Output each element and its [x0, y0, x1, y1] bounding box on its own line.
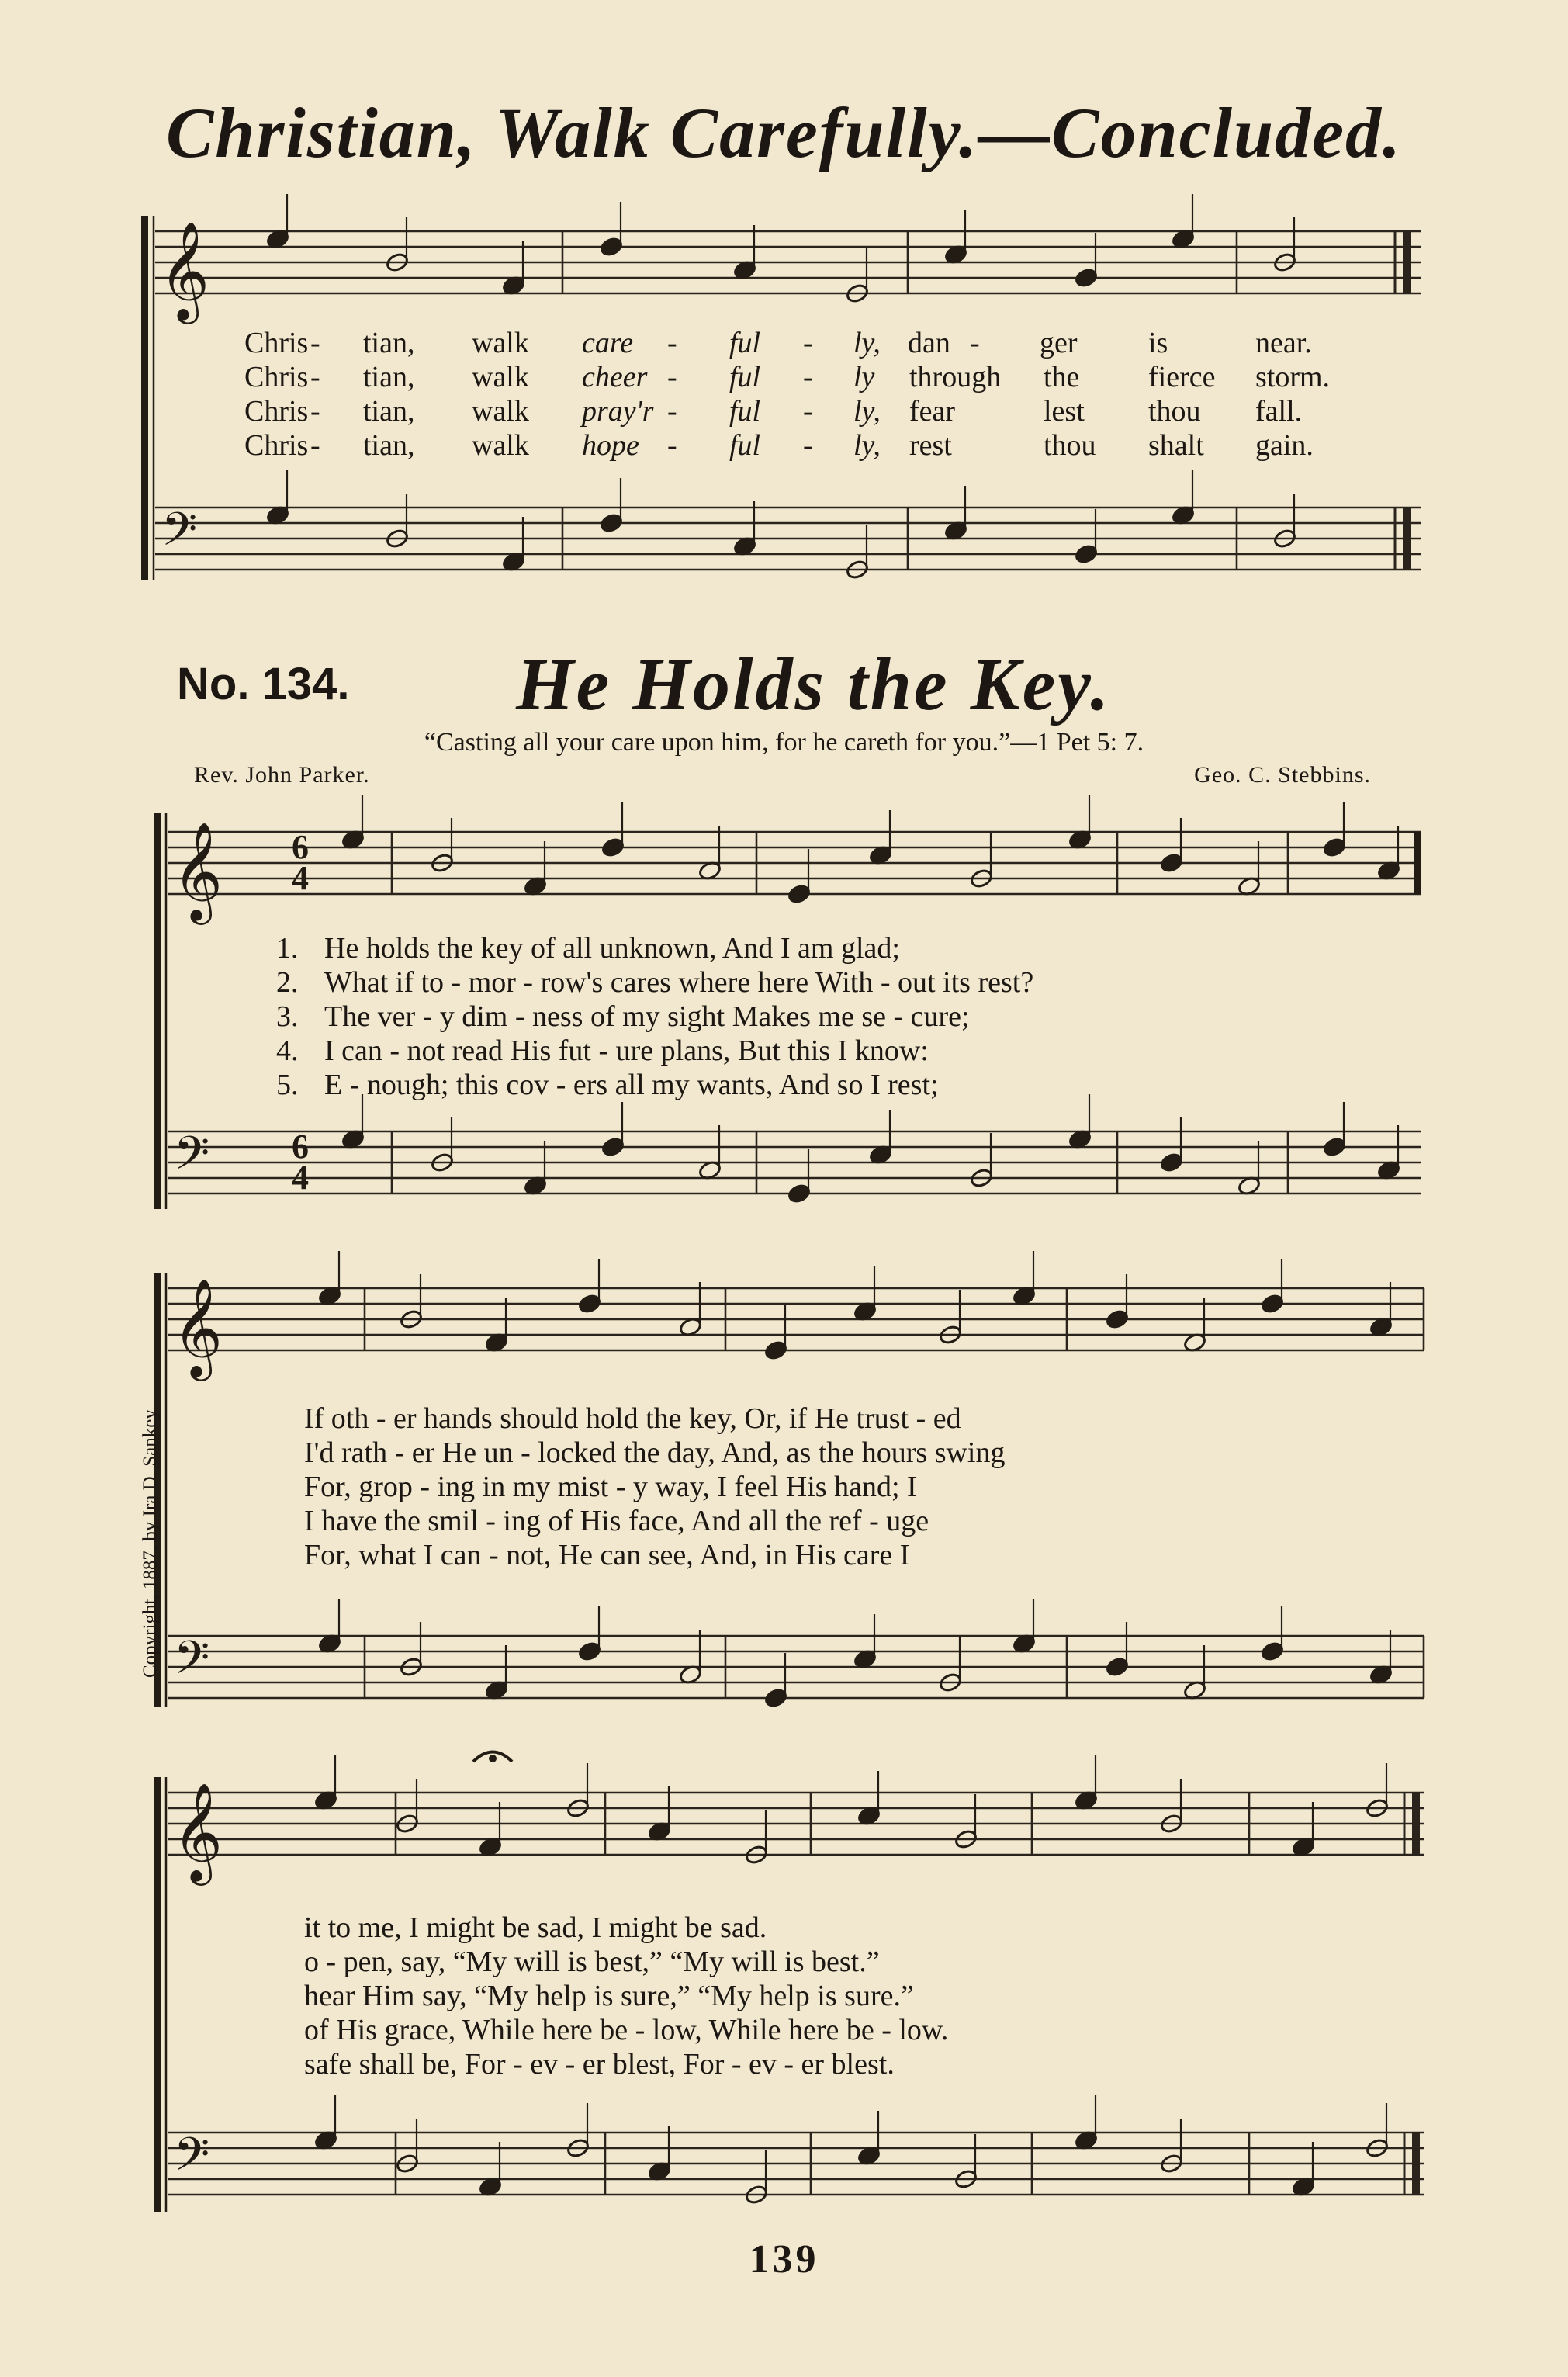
lyric-syllable: thou: [1148, 395, 1201, 428]
lyric-syllable: ful: [729, 429, 761, 462]
verse-line: of His grace, While here be - low, While here be - low.: [304, 2014, 949, 2046]
lyric-syllable: pray'r: [582, 395, 654, 428]
lyric-syllable: -: [803, 361, 813, 393]
lyric-syllable: ger: [1040, 327, 1078, 359]
lyric-syllable: ly,: [853, 395, 881, 428]
verse-line: I have the smil - ing of His face, And all the ref - uge: [304, 1505, 929, 1537]
page-number: 139: [749, 2237, 819, 2282]
verse-number: 2.: [276, 966, 299, 999]
continued-hymn-title: Christian, Walk Carefully.—Concluded.: [165, 93, 1403, 172]
lyric-syllable: cheer: [582, 361, 648, 393]
lyric-syllable: -: [667, 395, 677, 428]
lyric-syllable: -: [310, 361, 320, 393]
hymn-title: He Holds the Key.: [516, 643, 1112, 726]
lyric-syllable: ful: [729, 361, 761, 393]
lyric-syllable: tian,: [363, 327, 415, 359]
lyric-syllable: ful: [729, 327, 761, 359]
lyric-syllable: gain.: [1255, 429, 1314, 462]
lyric-syllable: -: [803, 327, 813, 359]
author-credit: Rev. John Parker.: [194, 762, 370, 788]
time-signature: 4: [292, 859, 309, 897]
verse-line: The ver - y dim - ness of my sight Makes me se - cure;: [324, 1000, 970, 1033]
verse-line: If oth - er hands should hold the key, Or, if He trust - ed: [304, 1402, 961, 1435]
lyric-syllable: near.: [1255, 327, 1312, 359]
lyric-syllable: Chris: [244, 429, 309, 462]
verse-line: What if to - mor - row's cares where here With - out its rest?: [324, 966, 1034, 999]
lyric-syllable: walk: [472, 395, 529, 428]
lyric-syllable: ly,: [853, 327, 881, 359]
treble-clef-icon: 𝄞: [172, 1277, 223, 1377]
verse-number: 5.: [276, 1069, 299, 1101]
hymn-number: No. 134.: [177, 659, 350, 709]
treble-clef-icon: 𝄞: [172, 1782, 223, 1881]
composer-credit: Geo. C. Stebbins.: [1194, 762, 1371, 788]
verse-line: o - pen, say, “My will is best,” “My will is best.”: [304, 1946, 880, 1978]
time-signature: 6: [292, 828, 309, 866]
lyric-syllable: care: [582, 327, 634, 359]
system-brace: [154, 813, 161, 1209]
lyric-syllable: Chris: [244, 395, 309, 428]
copyright-notice: Copyright, 1887, by Ira D. Sankey.: [140, 1405, 161, 1678]
verse-line: E - nough; this cov - ers all my wants, And so I rest;: [324, 1069, 939, 1101]
lyric-syllable: Chris: [244, 361, 309, 393]
lyric-syllable: ly,: [853, 429, 881, 462]
lyric-syllable: is: [1148, 327, 1168, 359]
final-barline-thick: [1403, 231, 1411, 293]
lyric-syllable: thou: [1044, 429, 1096, 462]
lyric-syllable: the: [1044, 361, 1080, 393]
lyric-syllable: ful: [729, 395, 761, 428]
verse-number: 4.: [276, 1034, 299, 1067]
bass-clef-icon: 𝄢: [174, 1630, 210, 1696]
lyric-syllable: -: [667, 361, 677, 393]
time-signature: 6: [292, 1128, 309, 1166]
treble-clef-icon: 𝄞: [172, 821, 223, 920]
lyric-syllable: walk: [472, 429, 529, 462]
lyric-syllable: -: [310, 395, 320, 428]
lyric-syllable: fear: [909, 395, 956, 428]
verse-line: safe shall be, For - ev - er blest, For - ev - er blest.: [304, 2048, 895, 2081]
lyric-syllable: dan: [908, 327, 950, 359]
lyric-syllable: storm.: [1255, 361, 1331, 393]
fermata-dot: [489, 1755, 497, 1762]
verse-line: it to me, I might be sad, I might be sad.: [304, 1911, 767, 1944]
lyric-syllable: -: [310, 429, 320, 462]
lyric-syllable: -: [667, 327, 677, 359]
epigraph: “Casting all your care upon him, for he careth for you.”—1 Pet 5: 7.: [424, 728, 1144, 757]
final-barline-thick: [1412, 2133, 1420, 2195]
lyric-syllable: hope: [582, 429, 639, 462]
repeat-bar: [1414, 832, 1421, 894]
lyric-syllable: tian,: [363, 429, 415, 462]
verse-number: 1.: [276, 932, 299, 965]
lyric-syllable: fierce: [1148, 361, 1216, 393]
lyric-syllable: tian,: [363, 395, 415, 428]
lyric-syllable: -: [970, 327, 980, 359]
lyric-syllable: ly: [853, 361, 875, 393]
treble-clef-icon: 𝄞: [159, 220, 210, 320]
bass-clef-icon: 𝄢: [161, 502, 198, 567]
lyric-syllable: -: [803, 429, 813, 462]
verse-line: He holds the key of all unknown, And I am glad;: [324, 932, 900, 965]
lyric-syllable: shalt: [1148, 429, 1204, 462]
lyric-syllable: Chris: [244, 327, 309, 359]
system-brace: [141, 216, 148, 580]
verse-line: For, what I can - not, He can see, And, in His care I: [304, 1539, 910, 1571]
lyric-syllable: fall.: [1255, 395, 1303, 428]
bass-clef-icon: 𝄢: [174, 1126, 210, 1191]
bass-clef-icon: 𝄢: [174, 2127, 210, 2192]
lyric-syllable: -: [310, 327, 320, 359]
final-barline-thick: [1412, 1793, 1420, 1855]
lyric-syllable: walk: [472, 327, 529, 359]
verse-line: For, grop - ing in my mist - y way, I feel His hand; I: [304, 1471, 917, 1503]
time-signature: 4: [292, 1159, 309, 1197]
verse-line: hear Him say, “My help is sure,” “My help is sure.”: [304, 1980, 914, 2012]
verse-line: I can - not read His fut - ure plans, But this I know:: [324, 1034, 929, 1067]
lyric-syllable: rest: [909, 429, 952, 462]
lyric-syllable: walk: [472, 361, 529, 393]
final-barline-thick: [1403, 508, 1411, 570]
verse-line: I'd rath - er He un - locked the day, And, as the hours swing: [304, 1436, 1006, 1469]
lyric-syllable: tian,: [363, 361, 415, 393]
lyric-syllable: lest: [1044, 395, 1085, 428]
system-brace: [154, 1777, 161, 2212]
lyric-syllable: -: [803, 395, 813, 428]
verse-number: 3.: [276, 1000, 299, 1033]
lyric-syllable: -: [667, 429, 677, 462]
lyric-syllable: through: [909, 361, 1002, 393]
